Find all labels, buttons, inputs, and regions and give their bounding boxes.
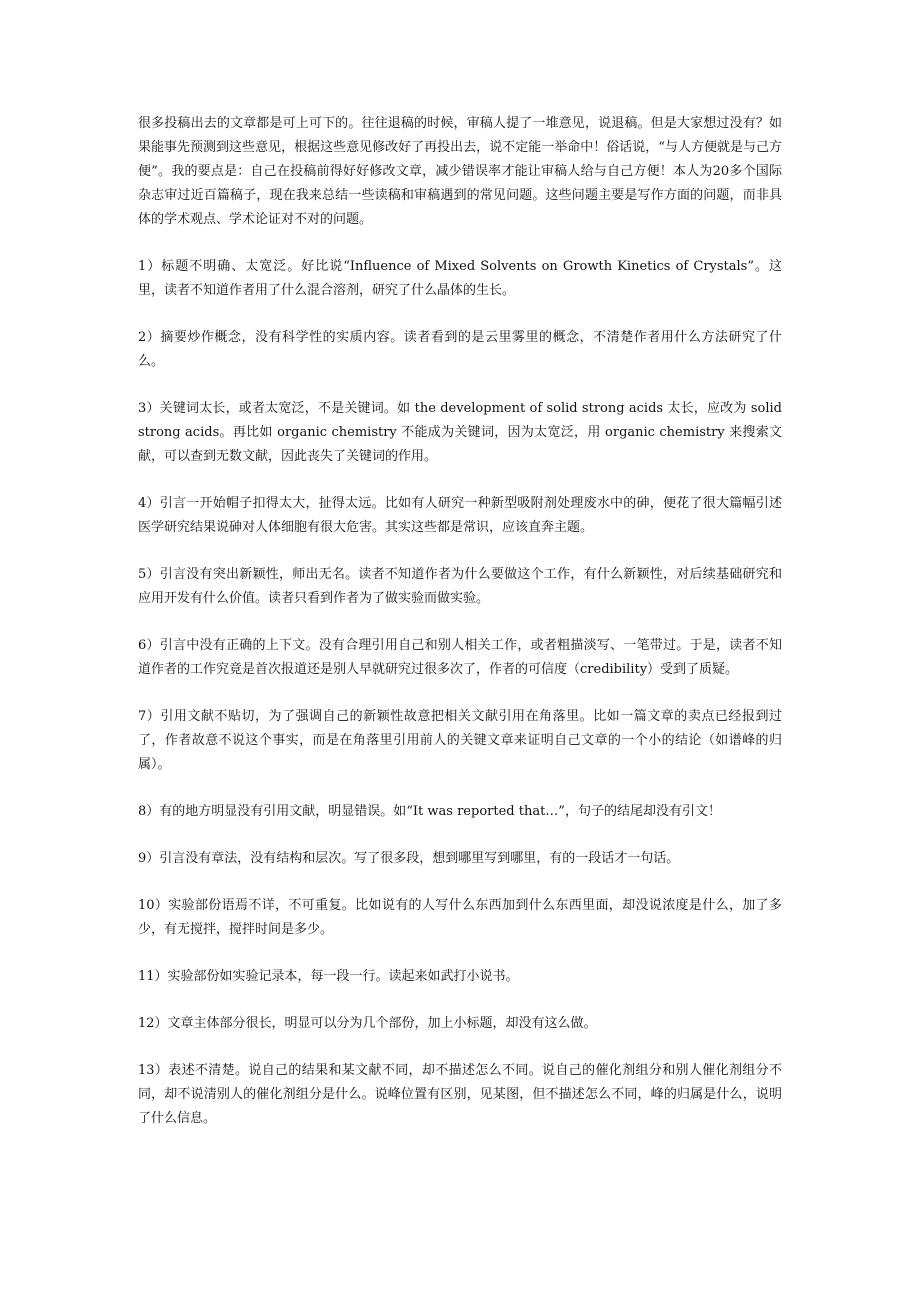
- issue-item-2: 2）摘要炒作概念，没有科学性的实质内容。读者看到的是云里雾里的概念，不清楚作者用什么方法研究了什么。: [138, 330, 782, 369]
- issue-item-8: 8）有的地方明显没有引用文献，明显错误。如“It was reported that…”，句子的结尾却没有引文！: [138, 804, 721, 819]
- issue-item-6: 6）引言中没有正确的上下文。没有合理引用自己和别人相关工作，或者粗描淡写、一笔带过。于是，读者不知道作者的工作究竟是首次报道还是别人早就研究过很多次了，作者的可信度（credibility）受到了质疑。: [138, 638, 782, 677]
- issue-item-9: 9）引言没有章法，没有结构和层次。写了很多段，想到哪里写到哪里，有的一段话才一句话。: [138, 851, 680, 866]
- issue-item-7: 7）引用文献不贴切，为了强调自己的新颖性故意把相关文献引用在角落里。比如一篇文章的卖点已经报到过了，作者故意不说这个事实，而是在角落里引用前人的关键文章来证明自己文章的一个小的结论（如谱峰的归属）。: [138, 709, 782, 772]
- issue-item-4: 4）引言一开始帽子扣得太大，扯得太远。比如有人研究一种新型吸附剂处理废水中的砷，便花了很大篇幅引述医学研究结果说砷对人体细胞有很大危害。其实这些都是常识，应该直奔主题。: [138, 496, 782, 535]
- intro-paragraph: 很多投稿出去的文章都是可上可下的。往往退稿的时候，审稿人提了一堆意见，说退稿。但是大家想过没有？如果能事先预测到这些意见，根据这些意见修改好了再投出去，说不定能一举命中！俗话说，“与人方便就是与己方便”。我的要点是：自己在投稿前得好好修改文章，减少错误率才能让审稿人给与自己方便！本人为20多个国际杂志审过近百篇稿子，现在我来总结一些读稿和审稿遇到的常见问题。这些问题主要是写作方面的问题，而非具体的学术观点、学术论证对不对的问题。: [138, 116, 782, 227]
- document-body: [138, 112, 782, 1154]
- issue-item-3: 3）关键词太长，或者太宽泛，不是关键词。如 the development of solid strong acids 太长，应改为 solid strong acids。再比如 organic chemistry 不能成为关键词，因为太宽泛，用 organic chemistry 来搜索文献，可以查到无数文献，因此丧失了关键词的作用。: [138, 401, 782, 464]
- issue-item-1: 1）标题不明确、太宽泛。好比说“Influence of Mixed Solvents on Growth Kinetics of Crystals”。这里，读者不知道作者用了什么混合溶剂，研究了什么晶体的生长。: [138, 259, 782, 298]
- issue-item-12: 12）文章主体部分很长，明显可以分为几个部份，加上小标题，却没有这么做。: [138, 1016, 597, 1031]
- issue-item-5: 5）引言没有突出新颖性，师出无名。读者不知道作者为什么要做这个工作，有什么新颖性，对后续基础研究和应用开发有什么价值。读者只看到作者为了做实验而做实验。: [138, 567, 782, 606]
- issue-item-11: 11）实验部份如实验记录本，每一段一行。读起来如武打小说书。: [138, 969, 519, 984]
- issue-item-13: 13）表述不清楚。说自己的结果和某文献不同，却不描述怎么不同。说自己的催化剂组分和别人催化剂组分不同，却不说清别人的催化剂组分是什么。说峰位置有区别，见某图，但不描述怎么不同，峰的归属是什么，说明了什么信息。: [138, 1063, 782, 1126]
- issue-item-10: 10）实验部份语焉不详，不可重复。比如说有的人写什么东西加到什么东西里面，却没说浓度是什么，加了多少，有无搅拌，搅拌时间是多少。: [138, 898, 782, 937]
